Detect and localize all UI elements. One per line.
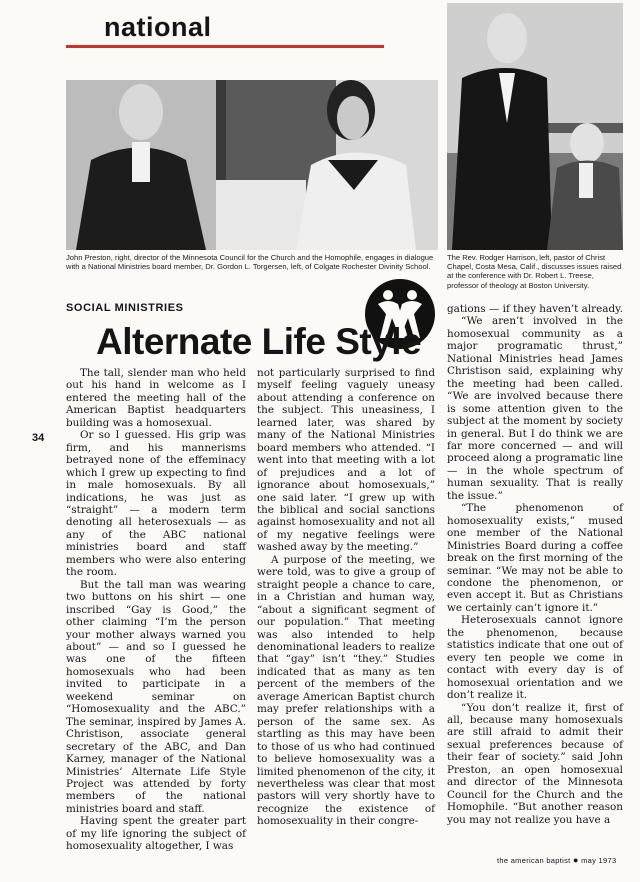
paragraph: Or so I guessed. His grip was firm, and his mannerisms betrayed none of the effeminacy which I grew up expecting to find in male homosexuals. By all indications, he was just as “straight” — a modern term denoting all heterosexuals — as any of the ABC national ministries board and staff members who were also entering the room. [66,429,246,579]
paragraph: not particularly surprised to find myself feeling vaguely uneasy about attending a conference on the subject. This uneasiness, I learned later, was shared by many of the National Ministries board members who attended. “I went into that meeting with a lot of prejudices and a lot of ignorance about homosexuals,” one said later. “I grew up with the biblical and social sanctions against homosexuality and not all of my negative feelings were washed away by the meeting.” [257,367,435,554]
article-column-3 [447,303,623,826]
page-number: 34 [32,432,45,444]
paragraph: A purpose of the meeting, we were told, was to give a group of straight people a chance to care, in a Christian and human way, “about a significant segment of our population.” That meeting was also intended to help denominational leaders to realize that “gay” isn’t “they.” Studies indicated that as many as ten percent of the members of the average American Baptist church may prefer relationships with a person of the same sex. As startling as this may have been to those of us who had continued to believe homosexuality was a limited phenomenon of the city, it nevertheless was clear that most pastors will very shortly have to recognize the existence of homosexuality in their congre- [257,553,435,828]
photo-illustration [66,80,438,250]
article-column-1 [66,367,246,853]
article-title: Alternate Life Style [96,321,422,362]
paragraph: “The phenomenon of homosexuality exists,” mused one member of the National Ministries Board during a coffee break on the first morning of the seminar. “We may not be able to condone the phenomenon, or even accept it. But as Christians we certainly can’t ignore it.” [447,502,623,614]
paragraph: “We aren’t involved in the homosexual community as a major programatic thrust,” National Ministries head James Christison said, explaining why the meeting had been called. “We are involved because there is some attention given to the subject at the moment by society in general. But I do think we are far more concerned — and will proceed along a programatic line — in the whole spectrum of human sexuality. That is really the issue.” [447,315,623,502]
photo-harrison-treese [447,3,623,250]
paragraph: The tall, slender man who held out his hand in welcome as I entered the meeting hall of the American Baptist headquarters building was a homosexual. [66,367,246,429]
photo-caption-left: John Preston, right, director of the Minnesota Council for the Church and the Homophile, engages in dialogue with a National Ministries board member, Dr. Gordon L. Torgersen, left, of Colgate Rochester Divinity School. [66,253,434,272]
paragraph: gations — if they haven’t already. [447,303,623,315]
photo-illustration [447,3,623,250]
paragraph: Heterosexuals cannot ignore the phenomenon, because statistics indicate that one out of every ten people we come in contact with every day is of homosexual orientation and we don’t realize it. [447,614,623,702]
photo-caption-right: The Rev. Rodger Harrison, left, pastor of Christ Chapel, Costa Mesa, Calif., discusses issues raised at the conference with Dr. Robert L. Treese, professor of theology at Boston University. [447,253,622,290]
paragraph: Having spent the greater part of my life ignoring the subject of homosexuality altogether, I was [66,815,246,853]
page-footer [497,855,616,865]
paragraph: “You don’t realize it, first of all, because many homosexuals are still afraid to admit their sexual preferences because of their fear of society.” said John Preston, an open homosexual and director of the Minnesota Council for the Church and the Homophile. “But another reason you may not realize you have a [447,701,623,826]
paragraph: But the tall man was wearing two buttons on his shirt — one inscribed “Gay is Good,” the other claiming “I’m the person your mother always warned you about” — and so I guessed he was one of the fifteen homosexuals who had been invited to participate in a weekend seminar on “Homosexuality and the ABC.” The seminar, inspired by James A. Christison, associate general secretary of the ABC, and Dan Karney, manager of the National Ministries’ Alternate Life Style Project was attended by forty members of the national ministries board and staff. [66,578,246,815]
bullet-separator: ● [572,855,579,865]
article-kicker: SOCIAL MINISTRIES [66,302,184,314]
header-rule [66,45,384,48]
issue-date: may 1973 [581,856,617,865]
section-heading: national [104,12,212,42]
article-column-2 [257,367,435,828]
photo-preston-torgersen [66,80,438,250]
publication-name: the american baptist [497,856,571,865]
